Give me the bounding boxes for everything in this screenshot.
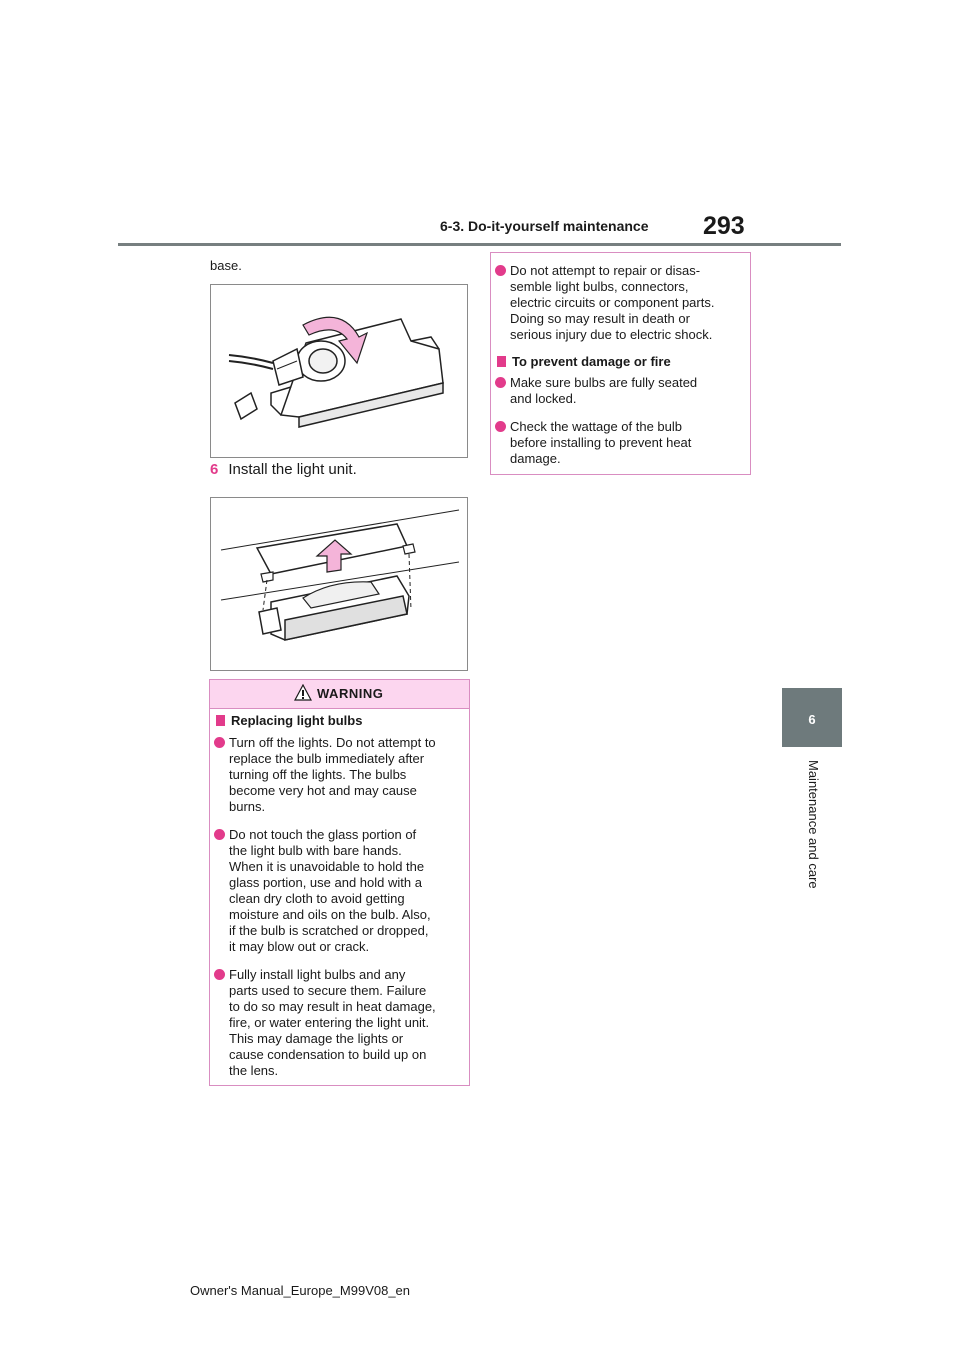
warning-triangle-icon (294, 684, 312, 702)
bulb-removal-illustration (210, 284, 468, 458)
warning-bullet (510, 419, 746, 467)
warning-box (209, 679, 470, 1086)
bullet-dot-icon (495, 377, 506, 388)
warning-bullet-text: Do not touch the glass portion of the light bulb with bare hands. When it is unavoidable to hold the glass portion, use and hold with a clean dry cloth to avoid getting moisture and oils on the bulb. Also, if the bulb is scratched or dropped, it may blow out or crack. (229, 827, 431, 954)
warning-bullet (510, 375, 746, 407)
warning-bullet (229, 735, 465, 815)
warning-title: WARNING (317, 686, 384, 701)
warning-heading-text: To prevent damage or fire (512, 354, 671, 369)
warning-header (210, 680, 469, 709)
square-bullet-icon (216, 715, 225, 726)
bullet-dot-icon (214, 969, 225, 980)
page-number: 293 (703, 212, 745, 240)
header-rule (118, 243, 841, 246)
warning-bullet-text: Make sure bulbs are fully seated and locked. (510, 375, 698, 406)
warning-heading (216, 713, 362, 728)
chapter-title: Maintenance and care (806, 760, 821, 889)
install-light-unit-illustration (210, 497, 468, 671)
section-title: 6-3. Do-it-yourself maintenance (440, 218, 649, 234)
step-text: Install the light unit. (228, 461, 357, 478)
warning-heading-text: Replacing light bulbs (231, 713, 363, 728)
warning-bullet (510, 263, 746, 343)
warning-continued-box (490, 252, 751, 475)
step-6 (210, 461, 357, 478)
bullet-dot-icon (495, 265, 506, 276)
square-bullet-icon (497, 356, 506, 367)
warning-bullet-text: Do not attempt to repair or disas- semble light bulbs, connectors, electric circuits or component parts. Doing so may result in death or serious injury due to electric shock. (510, 263, 715, 342)
warning-bullet-text: Turn off the lights. Do not attempt to replace the bulb immediately after turning off the lights. The bulbs become very hot and may cause burns. (229, 735, 436, 814)
bullet-dot-icon (214, 829, 225, 840)
bullet-dot-icon (214, 737, 225, 748)
warning-heading (497, 354, 671, 369)
intro-text: base. (210, 258, 242, 273)
bullet-dot-icon (495, 421, 506, 432)
step-number: 6 (210, 461, 219, 478)
warning-bullet (229, 967, 465, 1079)
footer-text: Owner's Manual_Europe_M99V08_en (190, 1283, 411, 1298)
warning-bullet-text: Check the wattage of the bulb before installing to prevent heat damage. (510, 419, 692, 466)
warning-bullet-text: Fully install light bulbs and any parts used to secure them. Failure to do so may result in heat damage, fire, or water entering the light unit. This may damage the lights or cause condensation to build up on the lens. (229, 967, 436, 1078)
warning-bullet (229, 827, 465, 955)
chapter-number: 6 (808, 712, 816, 727)
